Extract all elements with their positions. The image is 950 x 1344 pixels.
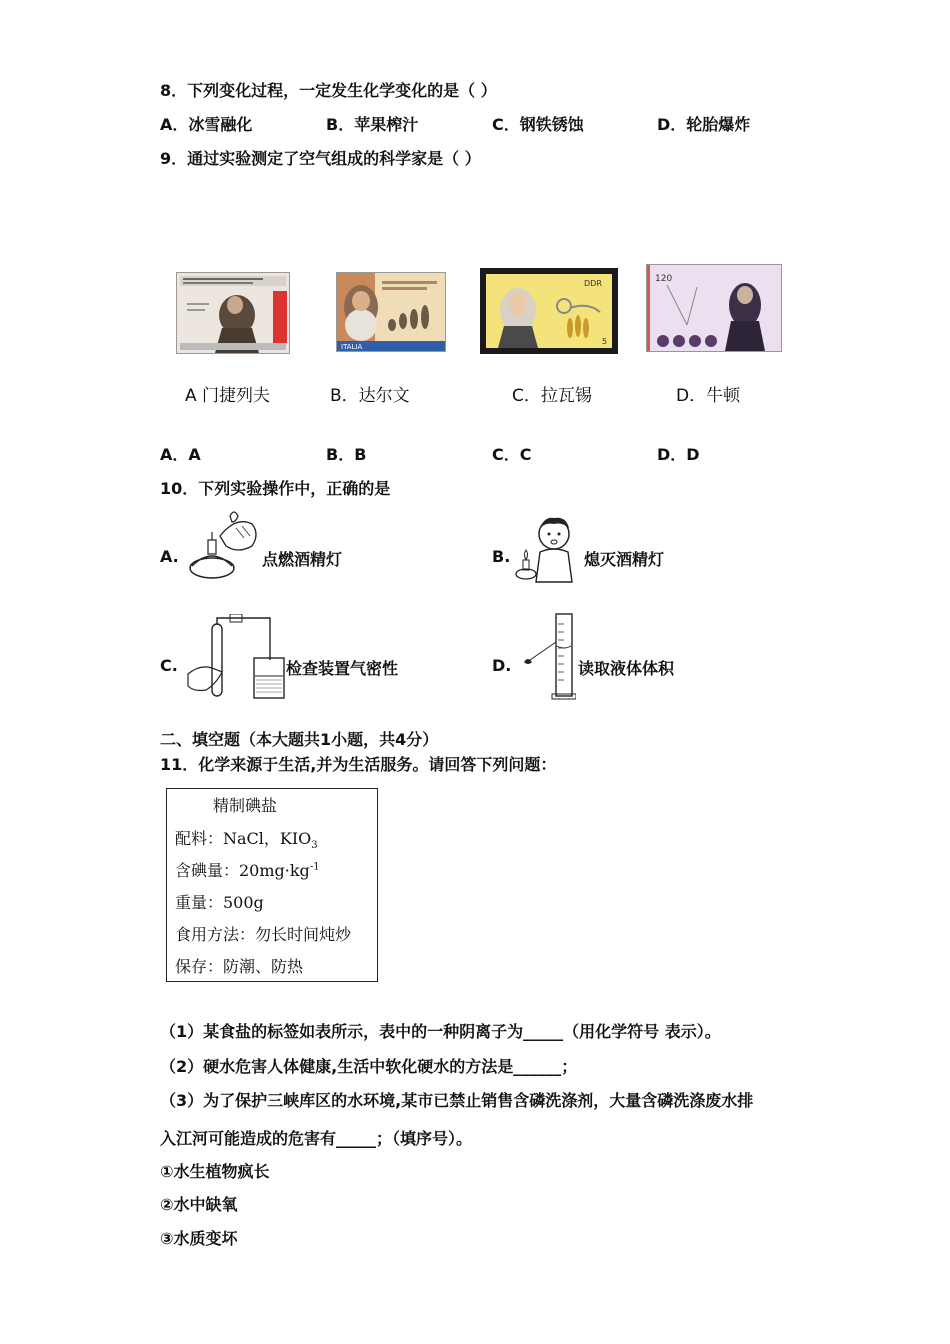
q11-part-3-cont: 入江河可能造成的危害有_____；（填序号）。 bbox=[160, 1129, 473, 1148]
q9-caption-b: B．达尔文 bbox=[330, 386, 410, 406]
q10-option-c-text: 检查装置气密性 bbox=[286, 659, 399, 678]
q11-part-2: （2）硬水危害人体健康,生活中软化硬水的方法是______； bbox=[160, 1057, 578, 1076]
q11-choice-1: ①水生植物疯长 bbox=[160, 1162, 270, 1181]
salt-label-weight: 重量：500g bbox=[175, 893, 264, 912]
q10-option-b-text: 熄灭酒精灯 bbox=[584, 550, 665, 569]
q9-option-b: B．B bbox=[326, 445, 367, 464]
q11-stem: 11．化学来源于生活,并为生活服务。请回答下列问题： bbox=[160, 755, 557, 774]
q8-option-c: C．钢铁锈蚀 bbox=[492, 115, 584, 134]
q11-part-1: （1）某食盐的标签如表所示，表中的一种阴离子为_____（用化学符号 表示）。 bbox=[160, 1022, 721, 1041]
q8-option-b: B．苹果榨汁 bbox=[326, 115, 419, 134]
stamp-newton-value: 120 bbox=[655, 274, 673, 284]
stamp-lavoisier-country: DDR bbox=[584, 279, 602, 288]
stamp-newton bbox=[646, 264, 782, 352]
salt-label-usage: 食用方法：勿长时间炖炒 bbox=[175, 925, 352, 944]
q10-stem: 10．下列实验操作中，正确的是 bbox=[160, 479, 391, 498]
salt-label-table bbox=[166, 788, 378, 982]
q10-option-d-text: 读取液体体积 bbox=[578, 659, 675, 678]
q11-choice-2: ②水中缺氧 bbox=[160, 1195, 238, 1214]
stamp-lavoisier-value: 5 bbox=[602, 337, 608, 346]
salt-label-iodine: 含碘量：$20mg\cdot kg^{-1}$ bbox=[175, 861, 320, 880]
salt-label-ingredients: 配料：NaCl，$KIO_3$ bbox=[175, 829, 318, 852]
q9-caption-d: D．牛顿 bbox=[676, 386, 741, 406]
q9-option-a: A．A bbox=[160, 445, 201, 464]
q8-option-d: D．轮胎爆炸 bbox=[657, 115, 751, 134]
q11-choice-3: ③水质变坏 bbox=[160, 1229, 238, 1248]
q10-option-b-letter: B. bbox=[492, 547, 511, 566]
q10-option-c-letter: C. bbox=[160, 656, 178, 675]
q9-caption-a: A 门捷列夫 bbox=[185, 386, 271, 406]
q10-option-a-letter: A. bbox=[160, 547, 179, 566]
q8-stem: 8．下列变化过程，一定发生化学变化的是（ ） bbox=[160, 81, 497, 100]
q9-caption-c: C．拉瓦锡 bbox=[512, 386, 592, 406]
q11-part-3: （3）为了保护三峡库区的水环境,某市已禁止销售含磷洗涤剂，大量含磷洗涤废水排 bbox=[160, 1091, 754, 1110]
q10-option-a-text: 点燃酒精灯 bbox=[262, 550, 343, 569]
stamp-darwin-country: ITALIA bbox=[341, 343, 363, 351]
q8-option-a: A．冰雪融化 bbox=[160, 115, 253, 134]
cylinder-reading-illustration bbox=[516, 610, 576, 700]
alcohol-lamp-lighting-illustration bbox=[186, 506, 266, 582]
q10-option-d-letter: D. bbox=[492, 656, 512, 675]
q9-stem: 9．通过实验测定了空气组成的科学家是（ ） bbox=[160, 149, 481, 168]
stamp-lavoisier bbox=[480, 268, 618, 354]
stamp-darwin bbox=[336, 272, 446, 352]
airtightness-check-illustration bbox=[186, 614, 286, 700]
q9-option-d: D．D bbox=[657, 445, 700, 464]
alcohol-lamp-blowing-illustration bbox=[514, 508, 582, 584]
q9-option-c: C．C bbox=[492, 445, 532, 464]
stamp-mendeleev bbox=[176, 272, 290, 354]
salt-label-storage: 保存：防潮、防热 bbox=[175, 957, 304, 976]
salt-label-title: 精制碘盐 bbox=[213, 796, 278, 815]
section2-title: 二、填空题（本大题共1小题，共4分） bbox=[160, 730, 439, 749]
